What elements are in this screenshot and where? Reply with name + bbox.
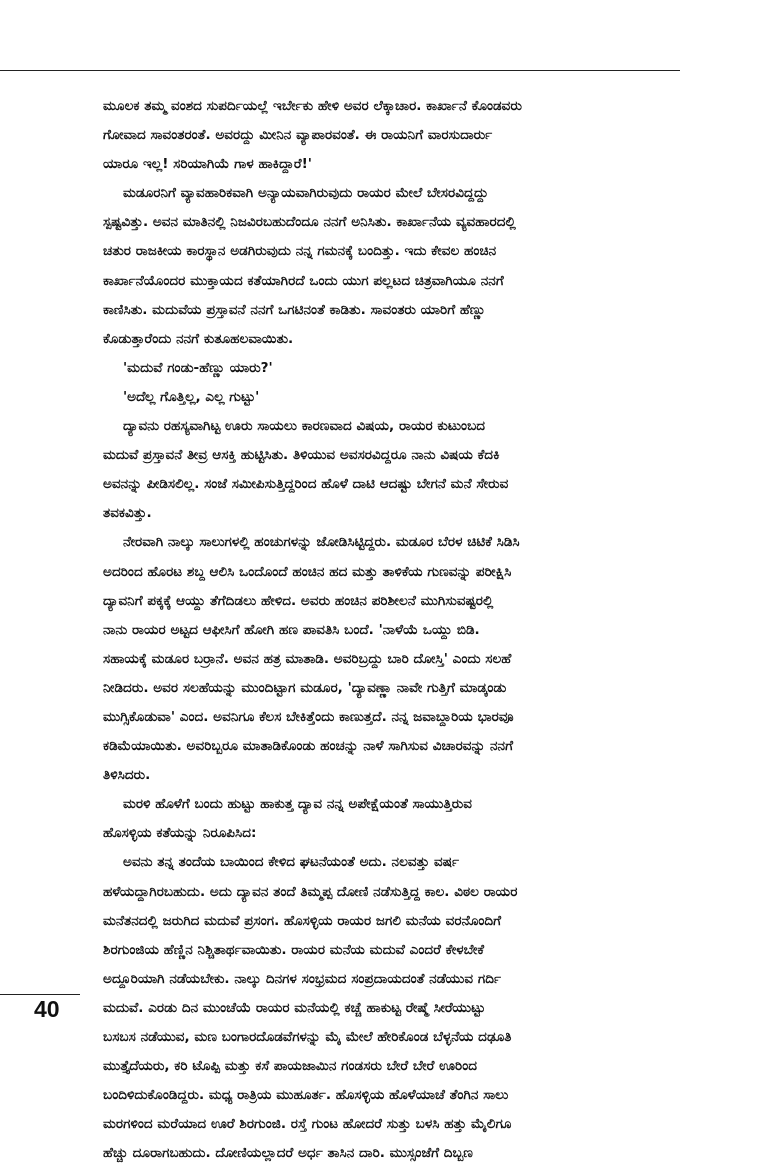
text-line: ಮರಗಳಿಂದ ಮರೆಯಾದ ಊರೆ ಶಿರಗುಂಜಿ. ರಸ್ತೆ ಗುಂಟ ಹೋದರೆ ಸುತ್ತು ಬಳಸಿ ಹತ್ತು ಮೈಲಿಗೂ [103,1116,512,1133]
text-line: ಮದುವೆ ಪ್ರಸ್ತಾವನೆ ತೀವ್ರ ಆಸಕ್ತಿ ಹುಟ್ಟಿಸಿತು. ತಿಳಿಯುವ ಅವಸರವಿದ್ದರೂ ನಾನು ವಿಷಯ ಕೆದಕಿ [103,447,500,464]
text-line: ಹೆಚ್ಚು ದೂರಾಗಬಹುದು. ದೋಣಿಯಲ್ಲಾದರೆ ಅರ್ಧ ತಾಸಿನ ದಾರಿ. ಮುಸ್ಸಂಜೆಗೆ ದಿಬ್ಬಣ [103,1145,473,1162]
text-line: ದ್ಯಾವನಿಗೆ ಪಕ್ಕಕ್ಕೆ ಆಯ್ದು ತೆಗೆದಿಡಲು ಹೇಳಿದ. ಅವರು ಹಂಚಿನ ಪರಿಶೀಲನೆ ಮುಗಿಸುವಷ್ಟರಲ್ಲಿ [103,592,494,609]
footer-rule [0,994,80,995]
text-line: ದ್ಯಾವನು ರಹಸ್ಯವಾಗಿಟ್ಟ ಊರು ಸಾಯಲು ಕಾರಣವಾದ ವಿಷಯ, ರಾಯರ ಕುಟುಂಬದ [123,418,486,435]
text-line: 'ಅದೆಲ್ಲ ಗೊತ್ತಿಲ್ಲ, ಎಲ್ಲ ಗುಟ್ಟು' [123,388,260,405]
text-line: ಕಡಿಮೆಯಾಯಿತು. ಅವರಿಬ್ಬರೂ ಮಾತಾಡಿಕೊಂಡು ಹಂಚನ್ನು ನಾಳೆ ಸಾಗಿಸುವ ವಿಚಾರವನ್ನು ನನಗೆ [103,738,513,755]
text-line: ನಾನು ರಾಯರ ಅಟ್ಟದ ಆಫೀಸಿಗೆ ಹೋಗಿ ಹಣ ಪಾವತಿಸಿ ಬಂದೆ. 'ನಾಳೆಯೆ ಒಯ್ದು ಬಿಡಿ. [103,621,480,638]
page-number: 40 [34,996,60,1022]
text-line: ಹೊಸಳ್ಳಿಯ ಕತೆಯನ್ನು ನಿರೂಪಿಸಿದ: [103,825,257,842]
text-line: ಕಾರ್ಖಾನೆಯೊಂದರ ಮುಕ್ತಾಯದ ಕತೆಯಾಗಿರದೆ ಒಂದು ಯುಗ ಪಲ್ಲಟದ ಚಿತ್ರವಾಗಿಯೂ ನನಗೆ [103,272,504,289]
text-line: ತವಕವಿತ್ತು. [103,505,152,522]
text-line: ನೀಡಿದರು. ಅವರ ಸಲಹೆಯನ್ನು ಮುಂದಿಟ್ಟಾಗ ಮಡೂರ, 'ದ್ಯಾವಣ್ಣಾ ನಾವೇ ಗುತ್ತಿಗೆ ಮಾಡ್ಕಂಡು [103,679,507,696]
text-line: ಮುತ್ತೈದೆಯರು, ಕರಿ ಟೊಪ್ಪಿ ಮತ್ತು ಕಸೆ ಪಾಯಜಾಮಿನ ಗಂಡಸರು ಬೇರೆ ಬೇರೆ ಊರಿಂದ [103,1058,478,1075]
text-line: ಚತುರ ರಾಜಕೀಯ ಕಾರಸ್ಥಾನ ಅಡಗಿರುವುದು ನನ್ನ ಗಮನಕ್ಕೆ ಬಂದಿತ್ತು. ಇದು ಕೇವಲ ಹಂಚಿನ [103,243,497,260]
text-line: ಅವನನ್ನು ಪೀಡಿಸಲಿಲ್ಲ. ಸಂಜೆ ಸಮೀಪಿಸುತ್ತಿದ್ದರಿಂದ ಹೊಳೆ ದಾಟಿ ಆದಷ್ಟು ಬೇಗನೆ ಮನೆ ಸೇರುವ [103,476,509,493]
text-line: ಮಡೂರನಿಗೆ ವ್ಯಾವಹಾರಿಕವಾಗಿ ಅನ್ಯಾಯವಾಗಿರುವುದು ರಾಯರ ಮೇಲೆ ಬೇಸರವಿದ್ದದ್ದು [123,185,489,202]
text-line: ಮರಳಿ ಹೊಳೆಗೆ ಬಂದು ಹುಟ್ಟು ಹಾಕುತ್ತ ದ್ಯಾವ ನನ್ನ ಅಪೇಕ್ಷೆಯಂತೆ ಸಾಯುತ್ತಿರುವ [123,796,472,813]
text-line: ಅದರಿಂದ ಹೊರಟ ಶಬ್ದ ಆಲಿಸಿ ಒಂದೊಂದೆ ಹಂಚಿನ ಹದ ಮತ್ತು ತಾಳಿಕೆಯ ಗುಣವನ್ನು ಪರೀಕ್ಷಿಸಿ [103,563,512,580]
text-line: ಕಾಣಿಸಿತು. ಮದುವೆಯ ಪ್ರಸ್ತಾವನೆ ನನಗೆ ಒಗಟಿನಂತೆ ಕಾಡಿತು. ಸಾವಂತರು ಯಾರಿಗೆ ಹೆಣ್ಣು [103,301,486,318]
text-line: ಹಳೆಯದ್ದಾಗಿರಬಹುದು. ಅದು ದ್ಯಾವನ ತಂದೆ ತಿಮ್ಮಪ್ಪ ದೋಣಿ ನಡೆಸುತ್ತಿದ್ದ ಕಾಲ. ವಿಠಲ ರಾಯರ [103,883,518,900]
text-line: ಮದುವೆ. ಎರಡು ದಿನ ಮುಂಚೆಯೆ ರಾಯರ ಮನೆಯಲ್ಲಿ ಕಚ್ಚೆ ಹಾಕುಟ್ಟ ರೇಷ್ಮೆ ಸೀರೆಯುಟ್ಟು [103,999,486,1016]
text-line: ಯಾರೂ ಇಲ್ಲ! ಸರಿಯಾಗಿಯೆ ಗಾಳ ಹಾಕಿದ್ದಾರೆ!' [103,156,312,173]
text-line: ಕೊಡುತ್ತಾರೆಂದು ನನಗೆ ಕುತೂಹಲವಾಯಿತು. [103,330,294,347]
text-line: 'ಮದುವೆ ಗಂಡು-ಹೆಣ್ಣು ಯಾರು?' [123,359,273,376]
text-line: ಮನೆತನದಲ್ಲಿ ಜರುಗಿದ ಮದುವೆ ಪ್ರಸಂಗ. ಹೊಸಳ್ಳಿಯ ರಾಯರ ಜಗಲಿ ಮನೆಯ ವರನೊಂದಿಗೆ [103,912,502,929]
page-body-text [103,92,681,1168]
text-line: ನೇರವಾಗಿ ನಾಲ್ಕು ಸಾಲುಗಳಲ್ಲಿ ಹಂಚುಗಳನ್ನು ಜೋಡಿಸಿಟ್ಟಿದ್ದರು. ಮಡೂರ ಬೆರಳ ಚಿಟಿಕೆ ಸಿಡಿಸಿ [123,534,520,551]
text-line: ಶಿರಗುಂಜಿಯ ಹೆಣ್ಣಿನ ನಿಶ್ಚಿತಾರ್ಥವಾಯಿತು. ರಾಯರ ಮನೆಯ ಮದುವೆ ಎಂದರೆ ಕೇಳಬೇಕೆ [103,941,485,958]
text-line: ಮೂಲಕ ತಮ್ಮ ವಂಶದ ಸುಪರ್ದಿಯಲ್ಲೆ ಇರ್ಬೇಕು ಹೇಳಿ ಅವರ ಲೆಕ್ಕಾಚಾರ. ಕಾರ್ಖಾನೆ ಕೊಂಡವರು [103,98,522,114]
text-line: ಬಂದಿಳಿದುಕೊಂಡಿದ್ದರು. ಮಧ್ಯ ರಾತ್ರಿಯ ಮುಹೂರ್ತ. ಹೊಸಳ್ಳಿಯ ಹೊಳೆಯಾಚೆ ತೆಂಗಿನ ಸಾಲು [103,1087,509,1104]
text-line: ಅವನು ತನ್ನ ತಂದೆಯ ಬಾಯಿಂದ ಕೇಳಿದ ಘಟನೆಯಂತೆ ಅದು. ನಲವತ್ತು ವರ್ಷ [123,854,460,871]
text-line: ಮುಗ್ಸಿಕೊಡುವಾ' ಎಂದ. ಅವನಿಗೂ ಕೆಲಸ ಬೇಕಿತ್ತೆಂದು ಕಾಣುತ್ತದೆ. ನನ್ನ ಜವಾಬ್ದಾರಿಯ ಭಾರವೂ [103,708,514,725]
text-line: ಗೋವಾದ ಸಾವಂತರಂತೆ. ಅವರದ್ದು ಮೀನಿನ ವ್ಯಾಪಾರವಂತೆ. ಈ ರಾಯನಿಗೆ ವಾರಸುದಾರ್ರು [103,127,493,144]
text-line: ಸಹಾಯಕ್ಕೆ ಮಡೂರ ಬರ್ರಾನೆ. ಅವನ ಹತ್ರ ಮಾತಾಡಿ. ಅವರಿಬ್ರದ್ದು ಬಾರಿ ದೋಸ್ತಿ' ಎಂದು ಸಲಹೆ [103,650,512,667]
text-line: ತಿಳಿಸಿದರು. [103,767,151,784]
text-line: ಸ್ಪಷ್ಟವಿತ್ತು. ಅವನ ಮಾತಿನಲ್ಲಿ ನಿಜವಿರಬಹುದೆಂದೂ ನನಗೆ ಅನಿಸಿತು. ಕಾರ್ಖಾನೆಯ ವ್ಯವಹಾರದಲ್ಲಿ [103,214,516,231]
text-line: ಬಸಬಸ ನಡೆಯುವ, ಮಣ ಬಂಗಾರದೊಡವೆಗಳನ್ನು ಮೈ ಮೇಲೆ ಹೇರಿಕೊಂಡ ಬೆಳ್ಳನೆಯ ದಢೂತಿ [103,1029,512,1045]
text-line: ಅದ್ದೂರಿಯಾಗಿ ನಡೆಯಬೇಕು. ನಾಲ್ಕು ದಿನಗಳ ಸಂಭ್ರಮದ ಸಂಪ್ರದಾಯದಂತೆ ನಡೆಯುವ ಗರ್ದಿ [103,970,502,987]
top-rule [0,70,680,71]
